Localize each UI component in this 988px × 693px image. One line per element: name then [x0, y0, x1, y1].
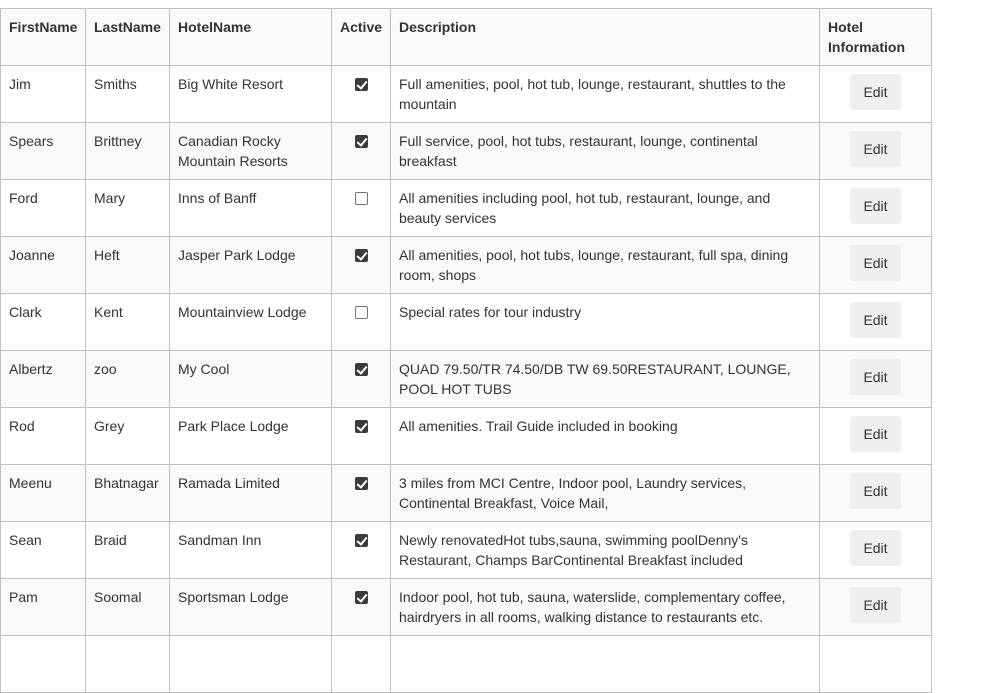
- active-checkbox[interactable]: [355, 534, 368, 547]
- cell-active: [332, 465, 391, 522]
- cell-hotel-name: Inns of Banff: [170, 180, 332, 237]
- cell-hotel-information: [820, 351, 932, 408]
- cell-description: Indoor pool, hot tub, sauna, waterslide, complementary coffee, hairdryers in all rooms, walking distance to restaurants etc.: [391, 579, 820, 636]
- edit-button[interactable]: Edit: [850, 416, 900, 452]
- active-checkbox[interactable]: [355, 306, 368, 319]
- active-checkbox[interactable]: [355, 135, 368, 148]
- edit-button[interactable]: Edit: [850, 188, 900, 224]
- active-checkbox[interactable]: [355, 249, 368, 262]
- cell-hotel-information: [820, 237, 932, 294]
- edit-button[interactable]: Edit: [850, 131, 900, 167]
- cell-active: [332, 522, 391, 579]
- cell-last-name: Smiths: [86, 66, 170, 123]
- cell-hotel-information: [820, 522, 932, 579]
- cell-hotel-name: Sandman Inn: [170, 522, 332, 579]
- cell-first-name: Ford: [1, 180, 86, 237]
- cell-hotel-name: Ramada Limited: [170, 465, 332, 522]
- edit-button[interactable]: Edit: [850, 530, 900, 566]
- cell-description: Full service, pool, hot tubs, restaurant, lounge, continental breakfast: [391, 123, 820, 180]
- header-first-name[interactable]: FirstName: [1, 9, 86, 66]
- table-row: [1, 237, 932, 294]
- cell-first-name: Albertz: [1, 351, 86, 408]
- header-last-name[interactable]: LastName: [86, 9, 170, 66]
- cell-first-name: Clark: [1, 294, 86, 351]
- cell-active: [332, 294, 391, 351]
- table-row: [1, 66, 932, 123]
- cell-hotel-information: [820, 66, 932, 123]
- cell-last-name: Kent: [86, 294, 170, 351]
- table-row: [1, 408, 932, 465]
- cell-description: All amenities, pool, hot tubs, lounge, restaurant, full spa, dining room, shops: [391, 237, 820, 294]
- cell-description: Full amenities, pool, hot tub, lounge, restaurant, shuttles to the mountain: [391, 66, 820, 123]
- edit-button[interactable]: Edit: [850, 359, 900, 395]
- cell-first-name: Jim: [1, 66, 86, 123]
- cell-first-name: Meenu: [1, 465, 86, 522]
- cell-hotel-name: Park Place Lodge: [170, 408, 332, 465]
- cell-hotel-information: [820, 123, 932, 180]
- header-active[interactable]: Active: [332, 9, 391, 66]
- cell-hotel-information: [820, 180, 932, 237]
- cell-hotel-name: Big White Resort: [170, 66, 332, 123]
- cell-last-name: Mary: [86, 180, 170, 237]
- header-hotel-information: Hotel Information: [820, 9, 932, 66]
- cell-description: All amenities including pool, hot tub, restaurant, lounge, and beauty services: [391, 180, 820, 237]
- table-row: [1, 465, 932, 522]
- cell-description: Special rates for tour industry: [391, 294, 820, 351]
- active-checkbox[interactable]: [355, 363, 368, 376]
- cell-last-name: Bhatnagar: [86, 465, 170, 522]
- table-row: [1, 351, 932, 408]
- cell-first-name: Sean: [1, 522, 86, 579]
- cell-first-name: Pam: [1, 579, 86, 636]
- edit-button[interactable]: Edit: [850, 587, 900, 623]
- cell-hotel-information: [820, 408, 932, 465]
- cell-last-name: zoo: [86, 351, 170, 408]
- active-checkbox[interactable]: [355, 78, 368, 91]
- cell-active: [332, 66, 391, 123]
- cell-last-name: Braid: [86, 522, 170, 579]
- cell-active: [332, 408, 391, 465]
- active-checkbox[interactable]: [355, 420, 368, 433]
- hotel-grid-container: [0, 8, 932, 693]
- cell-hotel-information: [820, 465, 932, 522]
- header-hotel-name[interactable]: HotelName: [170, 9, 332, 66]
- cell-hotel-name: Sportsman Lodge: [170, 579, 332, 636]
- cell-active: [332, 123, 391, 180]
- cell-active: [332, 351, 391, 408]
- table-row: [1, 294, 932, 351]
- cell-description: 3 miles from MCI Centre, Indoor pool, Laundry services, Continental Breakfast, Voice Mail,: [391, 465, 820, 522]
- edit-button[interactable]: Edit: [850, 245, 900, 281]
- cell-first-name: Joanne: [1, 237, 86, 294]
- cell-hotel-information: [820, 294, 932, 351]
- cell-last-name: Brittney: [86, 123, 170, 180]
- cell-last-name: Soomal: [86, 579, 170, 636]
- cell-first-name: Spears: [1, 123, 86, 180]
- cell-active: [332, 180, 391, 237]
- active-checkbox[interactable]: [355, 192, 368, 205]
- cell-hotel-name: Canadian Rocky Mountain Resorts: [170, 123, 332, 180]
- cell-last-name: Grey: [86, 408, 170, 465]
- edit-button[interactable]: Edit: [850, 74, 900, 110]
- cell-description: Newly renovatedHot tubs,sauna, swimming poolDenny's Restaurant, Champs BarContinental Breakfast included: [391, 522, 820, 579]
- cell-last-name: Heft: [86, 237, 170, 294]
- edit-button[interactable]: Edit: [850, 473, 900, 509]
- cell-active: [332, 237, 391, 294]
- hotel-grid: [0, 8, 932, 693]
- cell-hotel-name: My Cool: [170, 351, 332, 408]
- table-row: [1, 522, 932, 579]
- cell-hotel-name: Mountainview Lodge: [170, 294, 332, 351]
- cell-description: QUAD 79.50/TR 74.50/DB TW 69.50RESTAURANT, LOUNGE, POOL HOT TUBS: [391, 351, 820, 408]
- active-checkbox[interactable]: [355, 477, 368, 490]
- cell-first-name: Rod: [1, 408, 86, 465]
- cell-hotel-name: Jasper Park Lodge: [170, 237, 332, 294]
- cell-description: All amenities. Trail Guide included in booking: [391, 408, 820, 465]
- header-row: [1, 9, 932, 66]
- table-row-partial: [1, 636, 932, 693]
- header-description[interactable]: Description: [391, 9, 820, 66]
- table-row: [1, 123, 932, 180]
- active-checkbox[interactable]: [355, 591, 368, 604]
- table-row: [1, 180, 932, 237]
- edit-button[interactable]: Edit: [850, 302, 900, 338]
